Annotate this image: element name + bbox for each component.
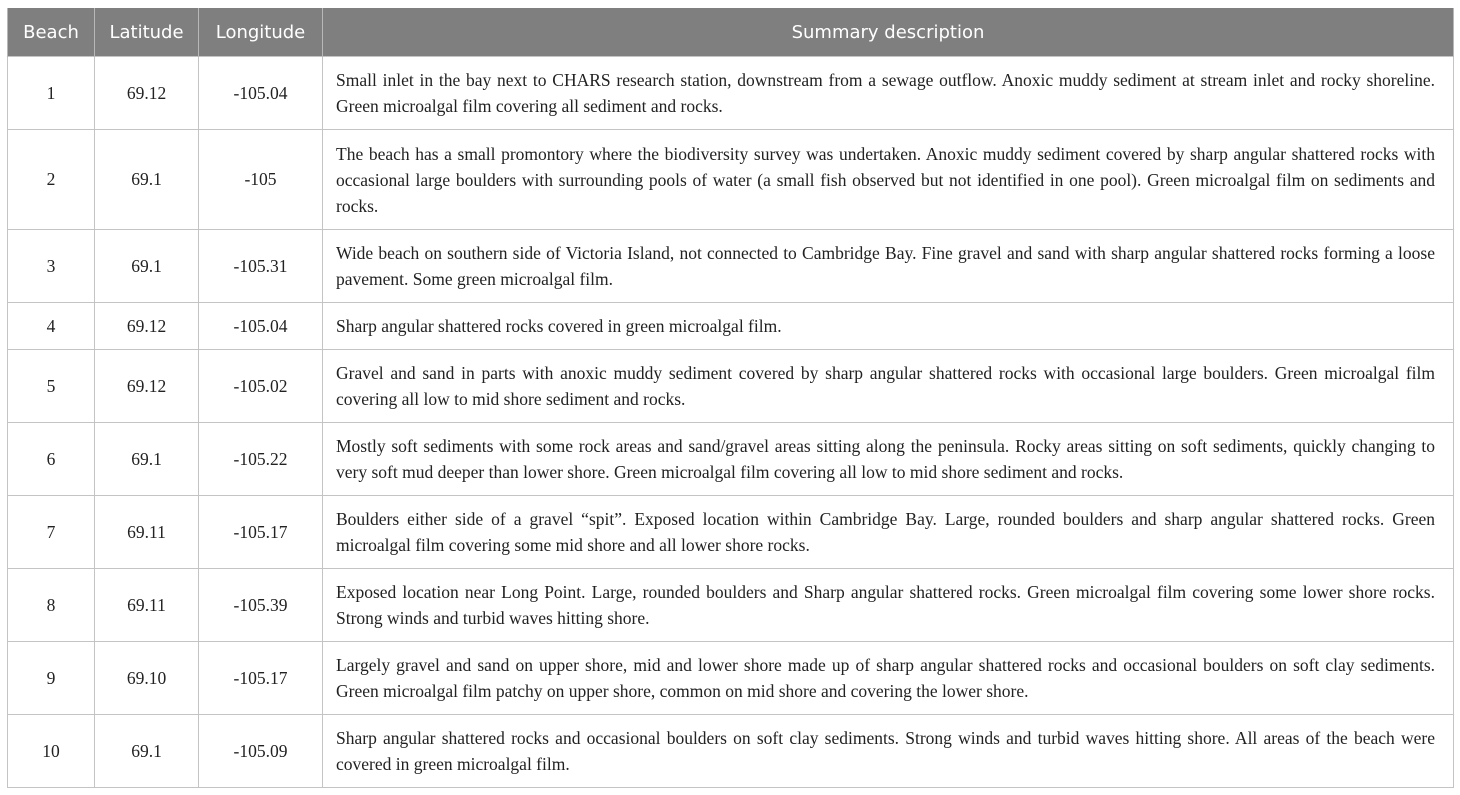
cell-longitude: -105.39 — [199, 569, 323, 642]
cell-latitude: 69.12 — [95, 303, 199, 350]
cell-longitude: -105.17 — [199, 496, 323, 569]
cell-beach: 4 — [8, 303, 95, 350]
cell-latitude: 69.12 — [95, 350, 199, 423]
cell-latitude: 69.1 — [95, 423, 199, 496]
cell-description: Exposed location near Long Point. Large, rounded boulders and Sharp angular shattered rocks. Green microalgal film covering some lower shore rocks. Strong winds and turbid waves hitting shore. — [323, 569, 1454, 642]
table-row — [8, 230, 1454, 303]
cell-description: Sharp angular shattered rocks and occasional boulders on soft clay sediments. Strong winds and turbid waves hitting shore. All areas of the beach were covered in green microalgal film. — [323, 715, 1454, 788]
header-beach: Beach — [8, 8, 95, 57]
cell-description: Wide beach on southern side of Victoria Island, not connected to Cambridge Bay. Fine gravel and sand with sharp angular shattered rocks forming a loose pavement. Some green microalgal film. — [323, 230, 1454, 303]
cell-description: The beach has a small promontory where the biodiversity survey was undertaken. Anoxic muddy sediment covered by sharp angular shattered rocks with occasional large boulders with surrounding pools of water (a small fish observed but not identified in one pool). Green microalgal film on sediments and rocks. — [323, 130, 1454, 230]
cell-beach: 10 — [8, 715, 95, 788]
header-row — [8, 8, 1454, 57]
table-row — [8, 350, 1454, 423]
table-row — [8, 130, 1454, 230]
table-row — [8, 303, 1454, 350]
cell-beach: 3 — [8, 230, 95, 303]
cell-latitude: 69.10 — [95, 642, 199, 715]
table-row — [8, 423, 1454, 496]
cell-beach: 5 — [8, 350, 95, 423]
cell-latitude: 69.11 — [95, 496, 199, 569]
table-row — [8, 715, 1454, 788]
header-latitude: Latitude — [95, 8, 199, 57]
cell-beach: 7 — [8, 496, 95, 569]
table-row — [8, 569, 1454, 642]
cell-longitude: -105.04 — [199, 57, 323, 130]
cell-description: Mostly soft sediments with some rock areas and sand/gravel areas sitting along the peninsula. Rocky areas sitting on soft sediments, quickly changing to very soft mud deeper than lower shore. Green microalgal film covering all low to mid shore sediment and rocks. — [323, 423, 1454, 496]
cell-longitude: -105.31 — [199, 230, 323, 303]
cell-latitude: 69.1 — [95, 715, 199, 788]
cell-longitude: -105.04 — [199, 303, 323, 350]
cell-beach: 8 — [8, 569, 95, 642]
table-row — [8, 642, 1454, 715]
cell-description: Boulders either side of a gravel “spit”. Exposed location within Cambridge Bay. Large, rounded boulders and sharp angular shattered rocks. Green microalgal film covering some mid shore and all lower shore rocks. — [323, 496, 1454, 569]
cell-description: Gravel and sand in parts with anoxic muddy sediment covered by sharp angular shattered rocks with occasional large boulders. Green microalgal film covering all low to mid shore sediment and rocks. — [323, 350, 1454, 423]
header-summary-description: Summary description — [323, 8, 1454, 57]
cell-latitude: 69.11 — [95, 569, 199, 642]
table-row — [8, 57, 1454, 130]
cell-longitude: -105.09 — [199, 715, 323, 788]
beach-table — [7, 8, 1454, 788]
cell-longitude: -105.22 — [199, 423, 323, 496]
cell-beach: 1 — [8, 57, 95, 130]
cell-longitude: -105.17 — [199, 642, 323, 715]
cell-latitude: 69.1 — [95, 230, 199, 303]
cell-description: Sharp angular shattered rocks covered in green microalgal film. — [323, 303, 1454, 350]
cell-longitude: -105 — [199, 130, 323, 230]
table-row — [8, 496, 1454, 569]
cell-longitude: -105.02 — [199, 350, 323, 423]
cell-beach: 6 — [8, 423, 95, 496]
cell-latitude: 69.1 — [95, 130, 199, 230]
cell-beach: 2 — [8, 130, 95, 230]
cell-latitude: 69.12 — [95, 57, 199, 130]
cell-beach: 9 — [8, 642, 95, 715]
cell-description: Small inlet in the bay next to CHARS research station, downstream from a sewage outflow. Anoxic muddy sediment at stream inlet and rocky shoreline. Green microalgal film covering all sediment and rocks. — [323, 57, 1454, 130]
header-longitude: Longitude — [199, 8, 323, 57]
cell-description: Largely gravel and sand on upper shore, mid and lower shore made up of sharp angular shattered rocks and occasional boulders on soft clay sediments. Green microalgal film patchy on upper shore, common on mid shore and covering the lower shore. — [323, 642, 1454, 715]
